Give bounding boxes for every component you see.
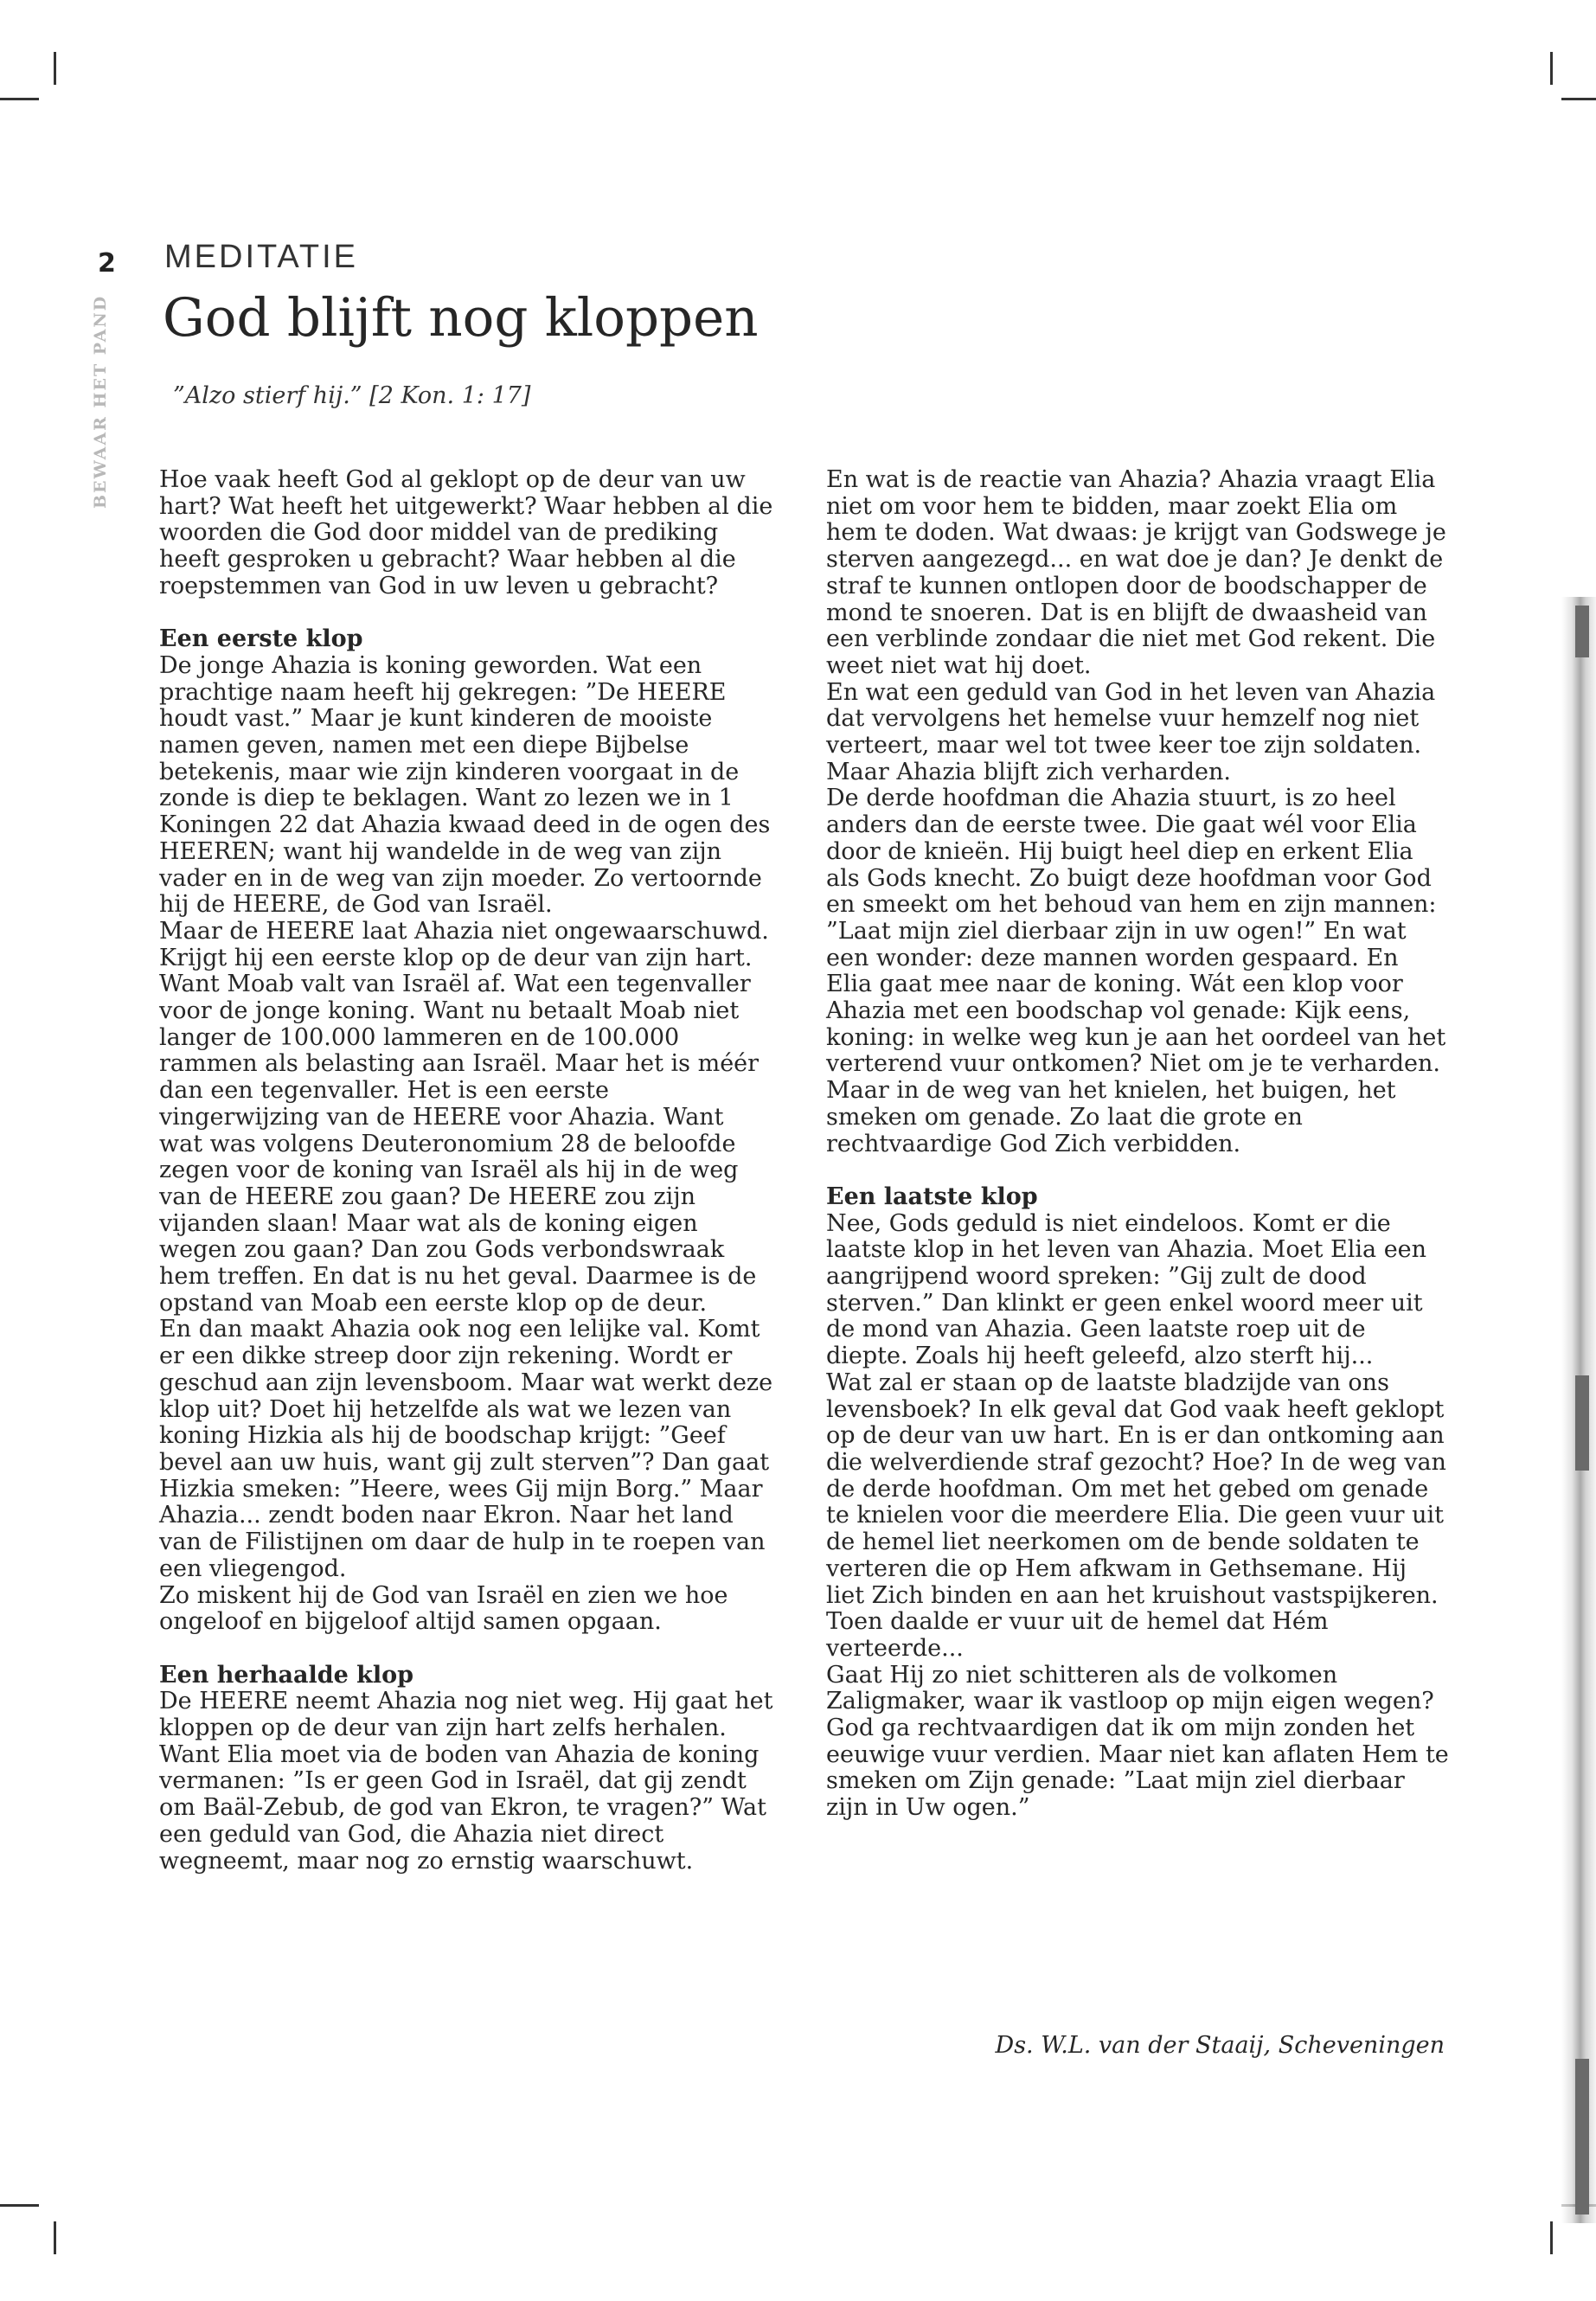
page-edge-strip	[1575, 1375, 1589, 1471]
paragraph: Gaat Hij zo niet schitteren als de volkomen Zaligmaker, waar ik vastloop op mijn eigen wegen? God ga rechtvaardigen dat ik om mijn zonden het eeuwige vuur verdien. Maar niet kan aflaten Hem te smeken om Zijn genade: ”Laat mijn ziel dierbaar zijn in Uw ogen.”	[826, 1661, 1449, 1822]
paragraph: En wat een geduld van God in het leven van Ahazia dat vervolgens het hemelse vuur hemzelf nog niet verteert, maar wel tot twee keer toe zijn soldaten. Maar Ahazia blijft zich verharden.	[826, 678, 1436, 785]
crop-mark	[1550, 52, 1553, 85]
crop-mark	[0, 2204, 39, 2207]
crop-mark	[1561, 98, 1596, 100]
section-heading: Een eerste klop	[159, 625, 363, 653]
paragraph: En dan maakt Ahazia ook nog een lelijke val. Komt er een dikke streep door zijn rekening. Wordt er geschud aan zijn levensboom. Maar wat werkt deze klop uit? Doet hij hetzelfde als wat we lezen van koning Hizkia als hij de boodschap krijgt: ”Geef bevel aan uw huis, want gij zult sterven”? Dan gaat Hizkia smeken: ”Heere, wees Gij mijn Borg.” Maar Ahazia... zendt boden naar Ekron. Naar het land van de Filistijnen om daar de hulp in te roepen van een vliegengod.	[159, 1316, 773, 1582]
side-label: BEWAAR HET PAND	[91, 294, 110, 509]
crop-mark	[54, 52, 56, 85]
page-number: 2	[98, 248, 116, 279]
crop-mark	[54, 2221, 56, 2254]
section-heading: Een herhaalde klop	[159, 1661, 414, 1689]
section-heading: Een laatste klop	[826, 1183, 1038, 1210]
section-label: MEDITATIE	[164, 239, 359, 275]
paragraph: En wat is de reactie van Ahazia? Ahazia vraagt Elia niet om voor hem te bidden, maar zoekt Elia om hem te doden. Wat dwaas: je krijgt van Godswege je sterven aangezegd... en wat doe je dan? Je denkt de straf te kunnen ontlopen door de boodschapper de mond te snoeren. Dat is en blijft de dwaasheid van een verblinde zondaar die niet met God rekent. Die weet niet wat hij doet.	[826, 466, 1446, 679]
paragraph: Maar de HEERE laat Ahazia niet ongewaarschuwd. Krijgt hij een eerste klop op de deur van zijn hart. Want Moab valt van Israël af. Wat een tegenvaller voor de jonge koning. Want nu betaalt Moab niet langer de 100.000 lammeren en de 100.000 rammen als belasting aan Israël. Maar het is méér dan een tegenvaller. Het is een eerste vingerwijzing van de HEERE voor Ahazia. Want wat was volgens Deuteronomium 28 de beloofde zegen voor de koning van Israël als hij in de weg van de HEERE zou gaan? De HEERE zou zijn vijanden slaan! Maar wat als de koning eigen wegen zou gaan? Dan zou Gods verbondswraak hem treffen. En dat is nu het geval. Daarmee is de opstand van Moab een eerste klop op de deur.	[159, 917, 769, 1317]
article-subtitle: ”Alzo stierf hij.” [2 Kon. 1: 17]	[173, 382, 531, 409]
paragraph: De derde hoofdman die Ahazia stuurt, is zo heel anders dan de eerste twee. Die gaat wél voor Elia door de knieën. Hij buigt heel diep en erkent Elia als Gods knecht. Zo buigt deze hoofdman voor God en smeekt om het behoud van hem en zijn mannen: ”Laat mijn ziel dierbaar zijn in uw ogen!” En wat een wonder: deze mannen worden gespaard. En Elia gaat mee naar de koning. Wát een klop voor Ahazia met een boodschap vol genade: Kijk eens, koning: in welke weg kun je aan het oordeel van het verterend vuur ontkomen? Niet om je te verharden. Maar in de weg van het knielen, het buigen, het smeken om genade. Zo laat die grote en rechtvaardige God Zich verbidden.	[826, 785, 1446, 1157]
author-signature: Ds. W.L. van der Staaij, Scheveningen	[995, 2032, 1445, 2059]
article-title: God blijft nog kloppen	[163, 287, 759, 349]
paragraph: Hoe vaak heeft God al geklopt op de deur van uw hart? Wat heeft het uitgewerkt? Waar hebben al die woorden die God door middel van de prediking heeft gesproken u gebracht? Waar hebben al die roepstemmen van God in uw leven u gebracht?	[159, 466, 773, 599]
left-column	[159, 467, 773, 1875]
paragraph: De HEERE neemt Ahazia nog niet weg. Hij gaat het kloppen op de deur van zijn hart zelfs herhalen. Want Elia moet via de boden van Ahazia de koning vermanen: ”Is er geen God in Israël, dat gij zendt om Baäl-Zebub, de god van Ekron, te vragen?” Wat een geduld van God, die Ahazia niet direct wegneemt, maar nog zo ernstig waarschuwt.	[159, 1688, 773, 1875]
paragraph: Wat zal er staan op de laatste bladzijde van ons levensboek? In elk geval dat God vaak heeft geklopt op de deur van uw hart. En is er dan ontkoming aan die welverdiende straf gezocht? Hoe? In de weg van de derde hoofdman. Om met het gebed om genade te knielen voor die meerdere Elia. Die geen vuur uit de hemel liet neerkomen om de bende soldaten te verteren die op Hem afkwam in Gethsemane. Hij liet Zich binden en aan het kruishout vastspijkeren. Toen daalde er vuur uit de hemel dat Hém verteerde...	[826, 1368, 1446, 1662]
right-column	[826, 467, 1449, 1822]
crop-mark	[1550, 2221, 1553, 2254]
page-edge-strip	[1575, 2059, 1589, 2214]
paragraph: Zo miskent hij de God van Israël en zien we hoe ongeloof en bijgeloof altijd samen opgaan.	[159, 1581, 728, 1636]
page-edge-strip	[1575, 606, 1589, 657]
crop-mark	[0, 98, 39, 100]
paragraph: Nee, Gods geduld is niet eindeloos. Komt er die laatste klop in het leven van Ahazia. Moet Elia een aangrijpend woord spreken: ”Gij zult de dood sterven.” Dan klinkt er geen enkel woord meer uit de mond van Ahazia. Geen laatste roep uit de diepte. Zoals hij heeft geleefd, alzo sterft hij...	[826, 1209, 1427, 1370]
paragraph: De jonge Ahazia is koning geworden. Wat een prachtige naam heeft hij gekregen: ”De HEERE houdt vast.” Maar je kunt kinderen de mooiste namen geven, namen met een diepe Bijbelse betekenis, maar wie zijn kinderen voorgaat in de zonde is diep te beklagen. Want zo lezen we in 1 Koningen 22 dat Ahazia kwaad deed in de ogen des HEEREN; want hij wandelde in de weg van zijn vader en in de weg van zijn moeder. Zo vertoornde hij de HEERE, de God van Israël.	[159, 651, 771, 919]
